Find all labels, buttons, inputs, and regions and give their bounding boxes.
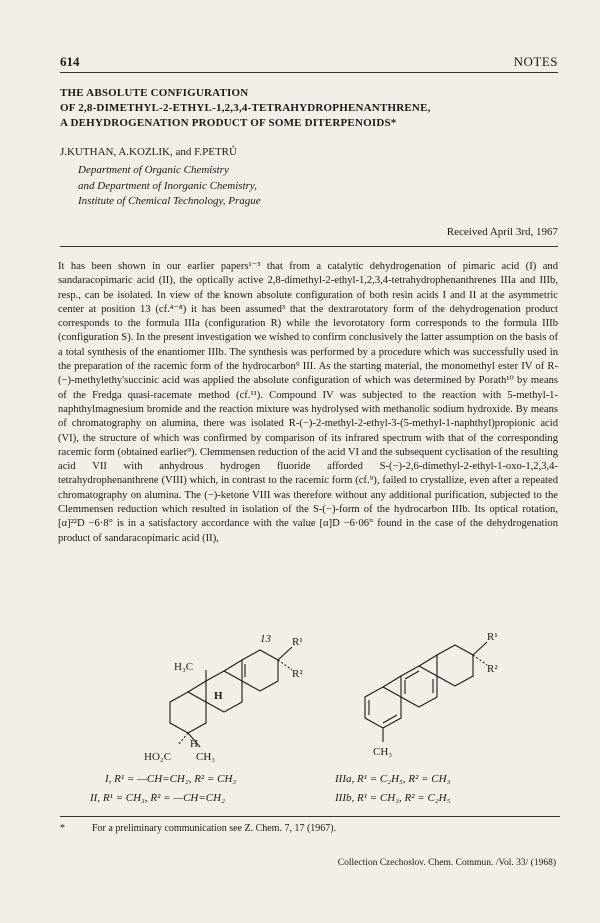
caption-I: I, R¹ = —CH=CH₂, R² = CH₃ [105,773,237,785]
label-h-low: H [190,738,198,750]
label-position-13: 13 [260,633,271,645]
header-divider [60,246,558,247]
affiliation [78,163,261,210]
title-line-2: OF 2,8-DIMETHYL-2-ETHYL-1,2,3,4-TETRAHYDROPHENANTHRENE, [60,102,431,114]
footnote-text: For a preliminary communication see Z. Chem. 7, 17 (1967). [92,823,337,834]
journal-citation: Collection Czechoslov. Chem. Commun. /Vol. 33/ (1968) [337,858,556,868]
affiliation-line-1: Department of Organic Chemistry [78,164,229,176]
label-right-r1: R¹ [487,631,498,643]
footnote-divider [60,816,560,817]
title-line-1: THE ABSOLUTE CONFIGURATION [60,87,249,99]
page-number: 614 [60,54,80,69]
caption-IIIa: IIIa, R¹ = C₂H₅, R² = CH₃ [335,773,451,785]
page-header [60,52,558,73]
authors: J.KUTHAN, A.KOZLIK, and F.PETRŮ [60,146,237,158]
caption-II: II, R¹ = CH₃, R² = —CH=CH₂ [90,792,225,804]
affiliation-line-3: Institute of Chemical Technology, Prague [78,195,261,207]
label-ho2c: HO₂C [144,751,172,763]
label-left-r2: R² [292,668,303,680]
label-right-r2: R² [487,663,498,675]
structure-III-rings [365,642,487,742]
footnote [60,823,336,834]
article-title [60,86,560,131]
label-left-r1: R¹ [292,636,303,648]
title-line-3: A DEHYDROGENATION PRODUCT OF SOME DITERPENOIDS* [60,117,397,129]
chemical-structures [60,615,560,815]
footnote-mark: * [60,823,65,834]
caption-IIIb: IIIb, R¹ = CH₃, R² = C₂H₅ [335,792,451,804]
received-date: Received April 3rd, 1967 [446,226,558,238]
label-h3c: H₃C [174,661,194,673]
body-paragraph: It has been shown in our earlier papers¹⁻³ that from a catalytic dehydrogenation of pimaric acid (I) and sandaracopimaric acid (II), the optically active 2,8-dimethyl-2-ethyl-1,2,3,4-tetrahydrophenanthrenes IIIa and IIIb, resp., can be isolated. In view of the known absolute configuration of both resin acids I and II at the asymmetric center at position 13 (cf.⁴⁻⁸) it has been assumed³ that the dextrarotatory form of the dehydrogenation product corresponds to the formula IIIa (configuration R) while the levorotatory form corresponds to the formula IIIb (configuration S). In the present investigation we wished to confirm conclusively the latter assumption on the basis of a total synthesis of the enantiomer IIIb. The synthesis was performed by a procedure which was successfully used in the preparation of the racemic form of the hydrocarbon⁹ III. As the starting material, the monomethyl ester IV of R-(−)-methylethy'succinic acid was applied the absolute configuration of which was determined by Porath¹⁰ by means of the Fredga quasi-racemate method (cf.¹¹). Compound IV was subjected to the reaction with 5-methyl-1-naphthylmagnesium bromide and the reaction mixture was hydrolysed with methanolic sodium hydroxide. By means of chromatography on alumina, there was isolated R-(−)-2-methyl-2-ethyl-3-(5-methyl-1-naphthyl)propionic acid (VI), the structure of which was confirmed by comparison of its infrared spectrum with that of the corresponding racemic form (obtained earlier⁹). Clemmensen reduction of the acid VI and the subsequent cyclisation of the resulting acid VII with anhydrous hydrogen fluoride afforded S-(−)-2,6-dimethyl-2-ethyl-1-oxo-1,2,3,4-tetrahydrophenanthrene (VIII) which, in contrast to the racemic form (cf.⁹), failed to crystallize, even after a repeated chromatography on alumina. The (−)-ketone VIII was therefore without any additional purification, subjected to the Clemmensen reduction which resulted in isolation of the S-(−)-form of the hydrocarbon IIIb. Its optical rotation, [α]²²D −6·8° is in a satisfactory accordance with the value [α]D −6·06° found in the case of the dehydrogenation product of sandaracopimaric acid (II), [58,261,558,544]
section-name: NOTES [513,54,558,69]
structure-figure [60,615,560,815]
body-text [58,260,558,546]
label-h-mid: H [214,690,223,702]
label-left-ch3: CH₃ [196,751,216,763]
label-right-ch3: CH₃ [373,746,393,758]
affiliation-line-2: and Department of Inorganic Chemistry, [78,179,257,192]
